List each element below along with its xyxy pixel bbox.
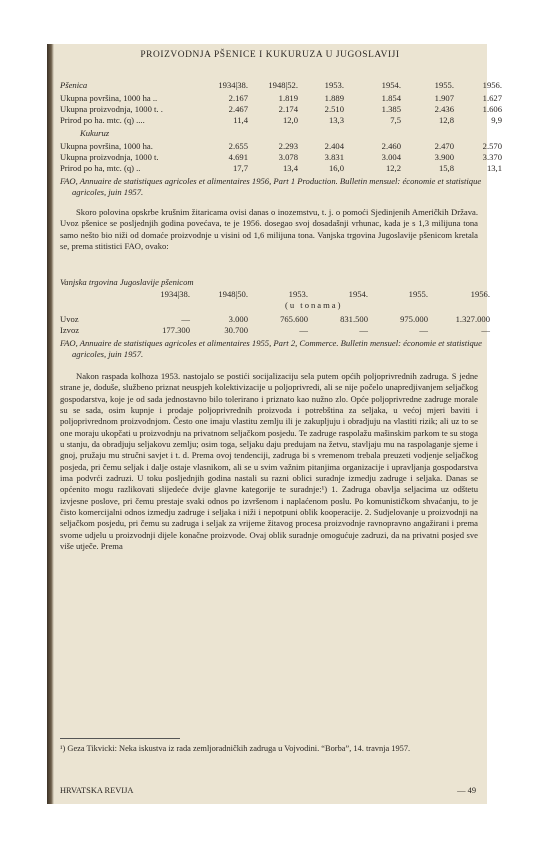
table-cell: 1.385 [381, 104, 401, 114]
table-cell: 2.570 [482, 141, 502, 151]
footnote: ¹) Geza Tikvicki: Neka iskustva iz rada zemljoradničkih zadruga u Vojvodini. “Borba”, 14. travnja 1957. [60, 744, 411, 753]
footnote-rule [60, 738, 180, 739]
table-cell: 3.004 [381, 152, 401, 162]
row-label: Ukupna proizvodnja, 1000 t. [60, 152, 159, 162]
table2-year: 1953. [288, 289, 308, 299]
paragraph-text: Skoro polovina opskrbe krušnim žitaricama ovisi danas o inozemstvu, t. j. o pomoći Sjedinjenih Američkih Država. Uvoz pšenice se posljednjih godina povećava, te je 1956. dosegao svoj dosadašnji vrhunac, kada je s 1,3 milijuna tona samo nešto bio niži od domaće proizvodnje u visini od 1,6 milijuna tona. Vanjska trgovina Jugoslavije pšenicom kretala se, prema stitistici FAO, ovako: [60, 207, 478, 252]
row-label: Prirod po ha. mtc. (q) .... [60, 115, 145, 125]
body-paragraph-1 [60, 207, 478, 252]
table2-year: 1955. [408, 289, 428, 299]
table-row [60, 314, 490, 325]
table-cell: — [359, 325, 368, 335]
row-label: Ukupna površina, 1000 ha .. [60, 93, 158, 103]
table-cell: 2.174 [278, 104, 298, 114]
body-paragraph-2 [60, 371, 478, 553]
table-cell: 9,9 [491, 115, 502, 125]
table1-year: 1948|52. [268, 80, 298, 90]
binding-shadow [47, 44, 54, 804]
table-cell: 12,0 [282, 115, 298, 125]
table-cell: 12,8 [438, 115, 454, 125]
table-cell: 1.889 [324, 93, 344, 103]
table-cell: 12,2 [385, 163, 401, 173]
table-cell: — [181, 314, 190, 324]
table2-unit: (u tonama) [285, 300, 343, 310]
table-cell: 2.467 [228, 104, 248, 114]
table1-year: 1954. [381, 80, 401, 90]
table-row [60, 152, 502, 163]
table1-year: 1956. [482, 80, 502, 90]
table2-year: 1948|50. [218, 289, 248, 299]
table-cell: 3.831 [324, 152, 344, 162]
table-cell: 765.600 [280, 314, 308, 324]
table-cell: 2.436 [434, 104, 454, 114]
table1-year: 1934|38. [218, 80, 248, 90]
table-row [60, 93, 502, 104]
table-cell: 2.460 [381, 141, 401, 151]
table-cell: 1.627 [482, 93, 502, 103]
table-cell: 2.167 [228, 93, 248, 103]
table-row [60, 141, 502, 152]
table-cell: 3.900 [434, 152, 454, 162]
table-cell: 2.510 [324, 104, 344, 114]
table-cell: 15,8 [438, 163, 454, 173]
journal-name: HRVATSKA REVIJA [60, 786, 134, 795]
table-cell: — [481, 325, 490, 335]
table-cell: 3.370 [482, 152, 502, 162]
book-page [47, 44, 502, 804]
table-cell: 2.293 [278, 141, 298, 151]
table-row [60, 325, 490, 336]
page-footer [60, 786, 480, 795]
maize-heading: Kukuruz [80, 128, 110, 138]
table-cell: 1.327.000 [455, 314, 490, 324]
row-label: Izvoz [60, 325, 80, 335]
row-label: Ukupna površina, 1000 ha. [60, 141, 153, 151]
table-cell: — [419, 325, 428, 335]
table1-year: 1955. [434, 80, 454, 90]
table-cell: 17,7 [232, 163, 248, 173]
table-row [60, 104, 502, 115]
table1-source: FAO, Annuaire de statistiques agricoles et alimentaires 1956, Part 1 Production. Bulletin mensuel: économie et statistique agricoles, juin 1957. [60, 176, 482, 197]
table2-source: FAO, Annuaire de statistiques agricoles et alimentaires 1955, Part 2, Commerce. Bulletin mensuel: économie et statistique agricoles, juin 1957. [60, 338, 482, 359]
running-header: PROIZVODNJA PŠENICE I KUKURUZA U JUGOSLAVIJI [140, 50, 400, 60]
table-cell: 2.655 [228, 141, 248, 151]
table-cell: 1.907 [434, 93, 454, 103]
table-cell: 1.819 [278, 93, 298, 103]
table-cell: 2.470 [434, 141, 454, 151]
table-cell: 13,4 [282, 163, 298, 173]
row-label: Prirod po ha, mtc. (q) .. [60, 163, 141, 173]
table-cell: — [299, 325, 308, 335]
table1-year: 1953. [324, 80, 344, 90]
row-label: Ukupna proizvodnja, 1000 t. . [60, 104, 163, 114]
maize-heading-row [60, 128, 480, 139]
row-label: Uvoz [60, 314, 79, 324]
table-cell: 3.078 [278, 152, 298, 162]
table2-year: 1956. [470, 289, 490, 299]
table-cell: 1.606 [482, 104, 502, 114]
table2-year: 1934|38. [160, 289, 190, 299]
table2-title: Vanjska trgovina Jugoslavije pšenicom [60, 277, 194, 287]
paragraph-text: Nakon raspada kolhoza 1953. nastojalo se postići socijalizaciju sela putem općih poljoprivrednih zadruga. S jedne strane je, doduše, službeno priznat neuspjeh kolektivizacije u poljoprivredi, ali se nije počelo unapredjivanjem seljačkog gospodarstva, koje je od sada jednostavno bilo tolerirano i priznato kao nužno zlo. Opće poljoprivredne zadruge morale su se sada, osim kupnje i prodaje poljoprivrednih proizvoda i potrebština za seljaka, u većoj mjeri baviti i poljoprivrednom proizvodnjom. Često one imaju vlastitu zemlju ili je zakupljuju i obradjuju na vlastiti rizik; ali uz to se one moraju ukopčati u proizvodnju na privatnom seljačkom posjedu. Te zadruge raspolažu mašinskim parkom te su stoga u stanju, da obradjuju seljakovu zemlju; osim toga, seljaku daju predujam na žetvu, stavljaju mu na raspolaganje sjeme i gnoj, pružaju mu stručni savjet i t. d. Prema ovoj tendenciji, zadruga bi s vremenom trebala preuzeti vodjenje seljačkog posjeda, pri čemu seljak i dalje ostaje vlasnikom, ali se u svim važnim pitanjima organizacije i upravljanja gospodarstva ima podvrći zadruzi. U toku posljednjih godina nastali su razni oblici suradnje izmedju zadruge i seljaka. Danas se općenito mogu razlikovati slijedeće dvije glavne kategorije te suradnje:¹) 1. Zadruga obavlja seljacima uz odštetu izvjesne poslove, pri čemu prestaje svaki odnos po izvršenom i naplaćenom poslu. Po komunističkom shvaćanju, to je čisto komercijalni odnos izmedju zadruge i seljaka i niži i nepotpuni oblik kooperacije. 2. Sudjelovanje u proizvodnji na seljačkom posjedu, pri čemu su zadruga i seljak za vrijeme žitavog procesa proizvodnje ravnopravno angažirani i prema svome udjelu u proizvodnji dijele konačne proizvode. Ovaj oblik suradnje omogućuje zadruzi, da na privatni posjed sve više utječe. Prema [60, 371, 478, 552]
table1-header-row [60, 80, 502, 91]
table-cell: 2.404 [324, 141, 344, 151]
table-row [60, 163, 502, 174]
table-cell: 177.300 [162, 325, 190, 335]
table-cell: 13,3 [328, 115, 344, 125]
table-cell: 1.854 [381, 93, 401, 103]
table-cell: 3.000 [228, 314, 248, 324]
table-cell: 975.000 [400, 314, 428, 324]
wheat-heading: Pšenica [60, 80, 88, 90]
table-cell: 16,0 [328, 163, 344, 173]
table-cell: 30.700 [224, 325, 248, 335]
table-cell: 7,5 [390, 115, 401, 125]
table-cell: 13,1 [486, 163, 502, 173]
table-cell: 4.691 [228, 152, 248, 162]
table-cell: 11,4 [233, 115, 248, 125]
table-cell: 831.500 [340, 314, 368, 324]
page-number: — 49 [457, 786, 476, 795]
table2-header-row [60, 289, 490, 300]
table2-year: 1954. [348, 289, 368, 299]
table-row [60, 115, 502, 126]
